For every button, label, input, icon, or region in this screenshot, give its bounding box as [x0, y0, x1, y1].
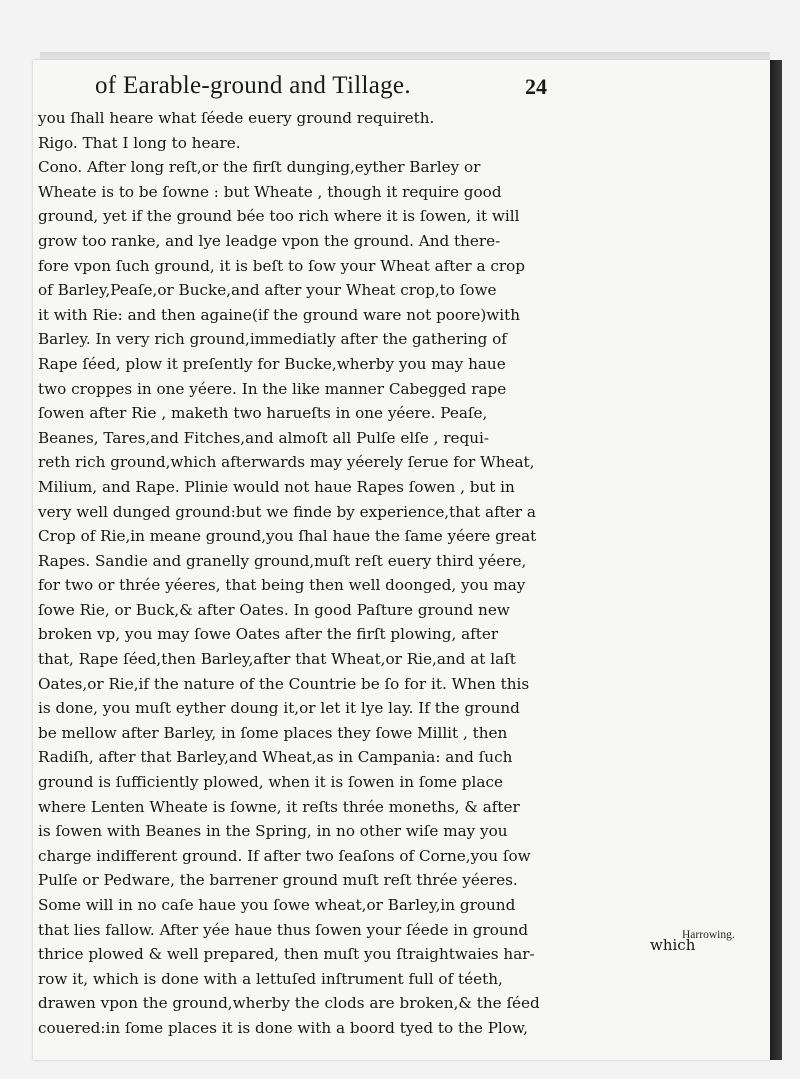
text-line: ſowe Rie, or Buck,& after Oates. In good Paſture ground new: [38, 600, 510, 619]
text-line: is ſowen with Beanes in the Spring, in no other wiſe may you: [38, 822, 508, 841]
text-line: is done, you muſt eyther doung it,or let it lye lay. If the ground: [38, 699, 520, 718]
text-line: Wheate is to be ſowne : but Wheate , though it require good: [38, 182, 502, 201]
text-line: be mellow after Barley, in ſome places they ſowe Millit , then: [38, 723, 508, 742]
catchword: which: [650, 936, 696, 954]
text-line: broken vp, you may ſowe Oates after the firſt plowing, after: [38, 625, 499, 644]
text-line: Radiſh, after that Barley,and Wheat,as in Campania: and ſuch: [38, 748, 513, 767]
text-line: Oates,or Rie,if the nature of the Countrie be ſo for it. When this: [38, 674, 530, 693]
text-line: ſowen after Rie , maketh two harueſts in one yéere. Peaſe,: [38, 404, 488, 423]
text-line: for two or thrée yéeres, that being then well doonged, you may: [38, 576, 526, 595]
text-line: reth rich ground,which afterwards may yéerely ſerue for Wheat,: [38, 453, 535, 472]
text-line: it with Rie: and then againe(if the ground ware not poore)with: [38, 305, 520, 324]
text-line: ground, yet if the ground bée too rich where it is ſowen, it will: [38, 207, 520, 226]
text-line: Milium, and Rape. Plinie would not haue Rapes ſowen , but in: [38, 477, 515, 496]
text-line: that lies fallow. After yée haue thus ſowen your ſéede in ground: [38, 920, 529, 939]
text-line: Cono. After long reſt,or the firſt dunging,eyther Barley or: [38, 158, 481, 177]
page-binding-shadow: [770, 60, 782, 1060]
marginal-note: Harrowing.: [682, 929, 735, 941]
text-line: you ſhall heare what ſéede euery ground requireth.: [38, 109, 435, 127]
text-line: very well dunged ground:but we finde by experience,that after a: [38, 502, 536, 521]
text-line: drawen vpon the ground,wherby the clods are broken,& the ſéed: [38, 994, 540, 1013]
text-line: Rigo. That I long to heare.: [38, 133, 241, 152]
text-line: row it, which is done with a lettuſed inſtrument full of téeth,: [38, 969, 503, 988]
text-line: Crop of Rie,in meane ground,you ſhal haue the ſame yéere great: [38, 527, 537, 546]
text-line: charge indifferent ground. If after two ſeaſons of Corne,you ſow: [38, 846, 531, 865]
text-line: where Lenten Wheate is ſowne, it reſts thrée moneths, & after: [38, 797, 520, 816]
text-line: of Barley,Peaſe,or Bucke,and after your Wheat crop,to ſowe: [38, 281, 497, 300]
text-line: grow too ranke, and lye leadge vpon the ground. And there-: [38, 231, 501, 250]
body-text: [38, 106, 674, 1041]
text-line: Rapes. Sandie and granelly ground,muſt reſt euery third yéere,: [38, 551, 527, 570]
text-line: Pulſe or Pedware, the barrener ground muſt reſt thrée yéeres.: [38, 871, 518, 890]
text-line: Some will in no caſe haue you ſowe wheat,or Barley,in ground: [38, 896, 516, 914]
text-line: fore vpon ſuch ground, it is beſt to ſow your Wheat after a crop: [38, 256, 526, 275]
text-line: Rape ſéed, plow it preſently for Bucke,wherby you may haue: [38, 354, 506, 373]
text-line: that, Rape ſéed,then Barley,after that Wheat,or Rie,and at laſt: [38, 650, 516, 669]
page-header: [95, 72, 695, 108]
text-line: thrice plowed & well prepared, then muſt you ſtraightwaies har-: [38, 945, 535, 964]
page-number: 24: [525, 74, 547, 99]
text-line: couered:in ſome places it is done with a boord tyed to the Plow,: [38, 1018, 528, 1037]
text-line: ground is ſufficiently plowed, when it is ſowen in ſome place: [38, 773, 503, 792]
text-line: Barley. In very rich ground,immediatly after the gathering of: [38, 330, 507, 349]
text-line: Beanes, Tares,and Fitches,and almoſt all Pulſe elſe , requi-: [38, 428, 490, 447]
running-title: of Earable-ground and Tillage.: [95, 72, 411, 99]
text-line: two croppes in one yéere. In the like manner Cabegged rape: [38, 379, 507, 398]
